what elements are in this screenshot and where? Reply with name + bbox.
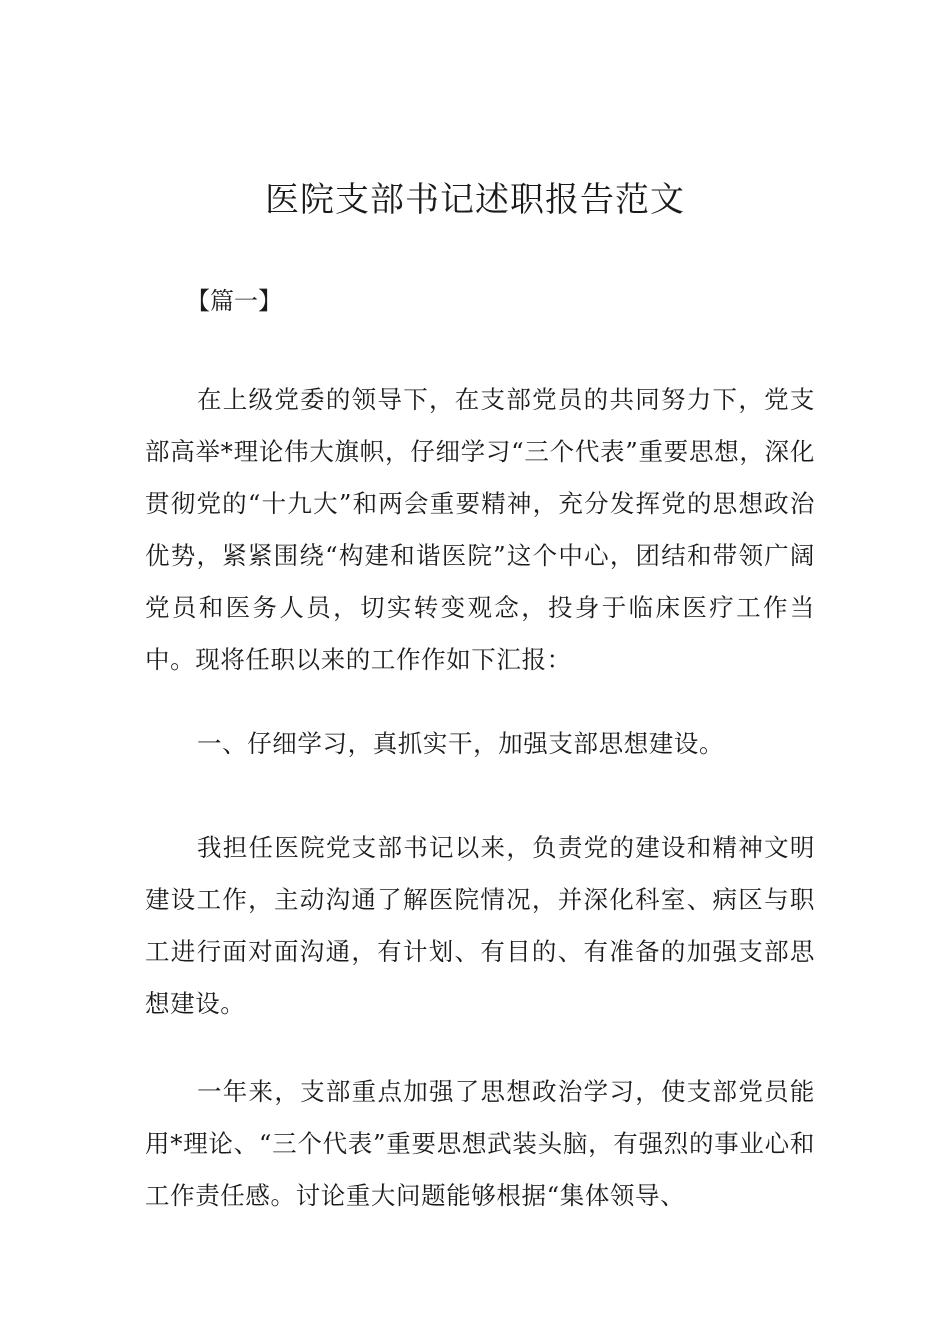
paragraph-study: 我担任医院党支部书记以来，负责党的建设和精神文明建设工作，主动沟通了解医院情况，并深化科室、病区与职工进行面对面沟通，有计划、有目的、有准备的加强支部思想建设。 (145, 833, 815, 1018)
document-title: 医院支部书记述职报告范文 (265, 180, 685, 220)
section-heading-one: 一、仔细学习，真抓实干，加强支部思想建设。 (197, 729, 725, 758)
paragraph-intro: 在上级党委的领导下，在支部党员的共同努力下，党支部高举*理论伟大旗帜，仔细学习“三个代表”重要思想，深化贯彻党的“十九大”和两会重要精神，充分发挥党的思想政治优势，紧紧围绕“构建和谐医院”这个中心，团结和带领广阔党员和医务人员，切实转变观念，投身于临床医疗工作当中。现将任职以来的工作作如下汇报： (145, 385, 815, 674)
paragraph-year-review: 一年来，支部重点加强了思想政治学习，使支部党员能用*理论、“三个代表”重要思想武装头脑，有强烈的事业心和工作责任感。讨论重大问题能够根据“集体领导、 (145, 1077, 815, 1210)
section-tag: 【篇一】 (186, 287, 282, 315)
